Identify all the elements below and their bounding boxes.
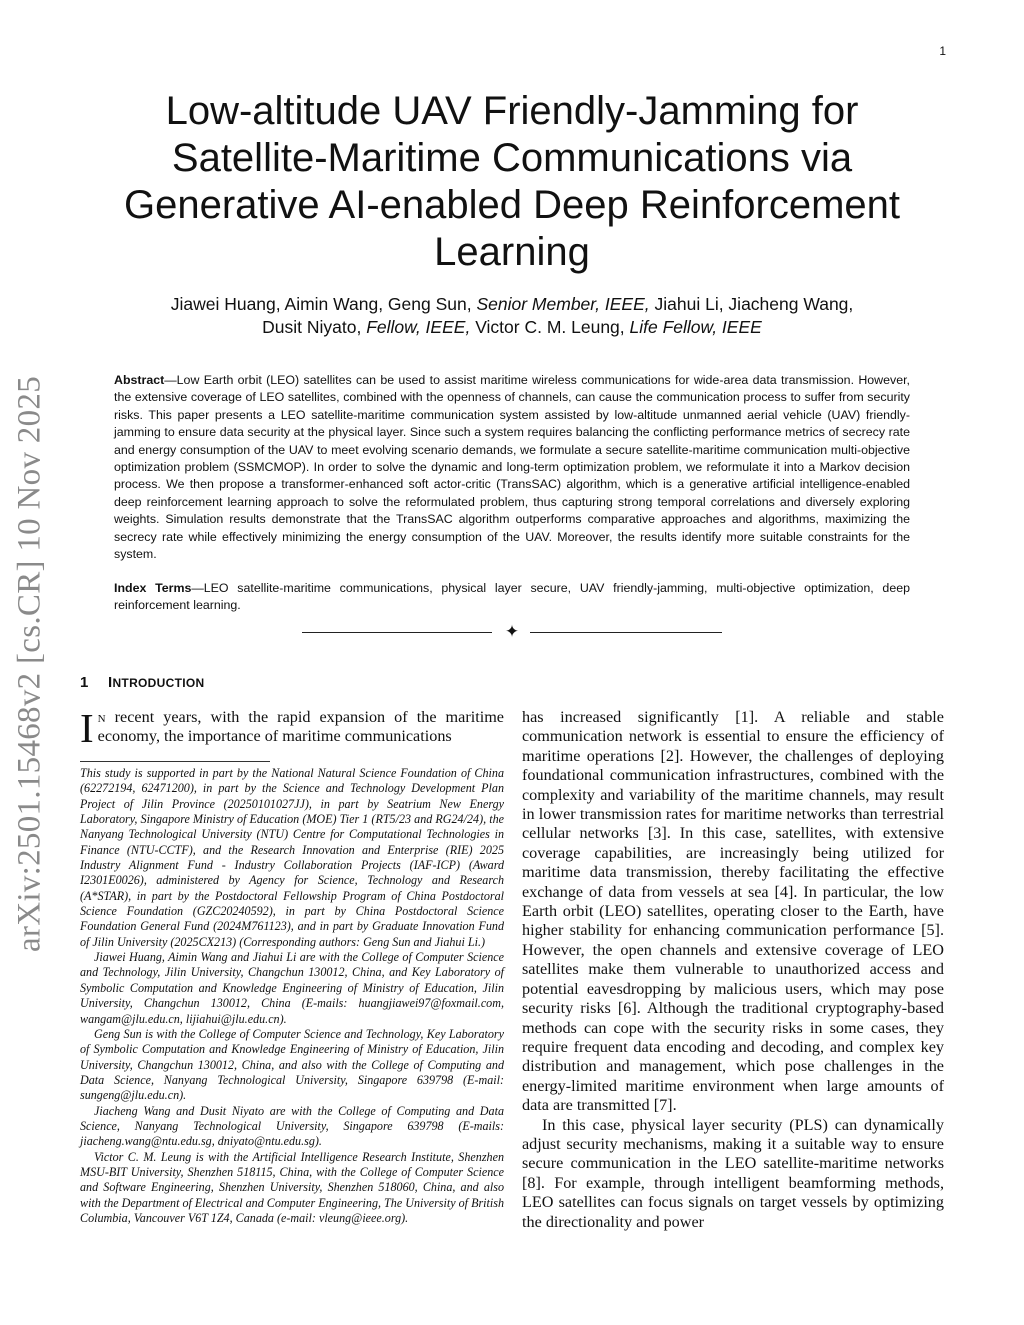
abstract-text: —Low Earth orbit (LEO) satellites can be used to assist maritime wireless communications for wide-area data transmission. However, the extensive coverage of LEO satellites, combined with the openness of channels, can cause the communication process to suffer from security risks. This paper presents a LEO satellite-maritime communication system assisted by low-altitude unmanned aerial vehicle (UAV) friendly-jamming to ensure data security at the physical layer. Since such a system requires balancing the conflicting performance metrics of secrecy rate and energy consumption of the UAV to meet evolving scenario demands, we formulate a secure satellite-maritime communication multi-objective optimization problem (SSMCMOP). In order to solve the dynamic and long-term optimization problem, we reformulate it into a Markov decision process. We then propose a transformer-enhanced soft actor-critic (TransSAC) algorithm, which is a generative artificial intelligence-enabled deep reinforcement learning approach to solve the reformulated problem, thus capturing strong temporal correlations and diversely exploring weights. Simulation results demonstrate that the TransSAC algorithm outperforms comparative approaches and algorithms, maximizing the secrecy rate while effectively minimizing the energy consumption of the UAV. Moreover, the results identify more suitable constraints for the system. (114, 373, 910, 562)
section-number: 1 (80, 674, 89, 691)
body-paragraph: In this case, physical layer security (PLS) can dynamically adjust security mechanisms, making it a suitable way to ensure secure communication in the LEO satellite-maritime networks [8]. For example, through intelligent beamforming methods, LEO satellites can focus signals on target vessels by optimizing the directionality and power (522, 1115, 944, 1231)
index-terms-text: —LEO satellite-maritime communications, physical layer secure, UAV friendly-jamming, multi-objective optimization, deep reinforcement learning. (114, 581, 910, 613)
authors-part: Victor C. M. Leung, (475, 317, 625, 337)
drop-cap: I (80, 705, 94, 751)
footnote-affiliation: Geng Sun is with the College of Computer Science and Technology, Key Laboratory of Symbolic Computation and Knowledge Engineering of Ministry of Education, Jilin University, Changchun 130012, China, and also with the College of Computing and Data Science, Nanyang Technological University, Singapore 639798 (E-mail: sungeng@jlu.edu.cn). (80, 1026, 504, 1103)
author-line (100, 293, 924, 316)
footnotes (80, 766, 504, 1226)
index-terms (114, 580, 910, 615)
separator-rule-left (302, 632, 492, 633)
intro-column-right (522, 708, 944, 1232)
title-line: Low-altitude UAV Friendly-Jamming for (165, 89, 859, 133)
section-title-rest: NTRODUCTION (112, 676, 205, 690)
title-line: Generative AI-enabled Deep Reinforcement (123, 183, 900, 227)
title-line: Satellite-Maritime Communications via (171, 136, 853, 180)
author-list (100, 293, 924, 339)
authors-part: Dusit Niyato, (262, 317, 362, 337)
footnote-funding: This study is supported in part by the National Natural Science Foundation of China (62272194, 62471200), in part by the Science and Technology Development Plan Project of Jilin Province (20250101027JJ), in part by Seatrium New Energy Laboratory, Singapore Ministry of Education (MOE) Tier 1 (RT5/23 and RG24/24), the Nanyang Technological University (NTU) Centre for Computational Technologies in Finance (NTU-CCTF), and the Research Innovation and Enterprise (RIE) 2025 Industry Alignment Fund - Industry Collaboration Projects (IAF-ICP) (Award I2301E0026), administered by Agency for Science, Technology and Research (A*STAR), in part by the Postdoctoral Fellowship Program of China Postdoctoral Science Foundation (GZC20240592), in part by China Postdoctoral Science Foundation General Fund (2024M761123), and in part by Graduate Innovation Fund of Jilin University (2025CX213) (Corresponding authors: Geng Sun and Jiahui Li.) (80, 766, 504, 949)
authors-membership: Life Fellow, IEEE (629, 317, 762, 337)
authors-part: Jiawei Huang, Aimin Wang, Geng Sun, (170, 294, 472, 314)
arxiv-identifier-text: arXiv:2501.15468v2 [cs.CR] 10 Nov 2025 (11, 375, 48, 953)
footnote-affiliation: Victor C. M. Leung is with the Artificial Intelligence Research Institute, Shenzhen MSU-BIT University, Shenzhen 518115, China, with the College of Computer Science and Software Engineering, Shenzhen University, Shenzhen 518060, China, and also with the Department of Electrical and Computer Engineering, The University of British Columbia, Vancouver V6T 1Z4, Canada (e-mail: vleung@ieee.org). (80, 1149, 504, 1225)
authors-membership: Fellow, IEEE, (366, 317, 471, 337)
authors-part: Jiahui Li, Jiacheng Wang, (654, 294, 854, 314)
author-line (100, 316, 924, 339)
paper-title (100, 88, 924, 276)
arxiv-identifier (8, 368, 52, 960)
page-number: 1 (939, 44, 946, 58)
footnote-rule (80, 761, 270, 762)
authors-membership: Senior Member, IEEE, (476, 294, 650, 314)
abstract (114, 372, 910, 563)
intro-smallcaps: n (97, 708, 106, 726)
separator-star-icon: ✦ (504, 622, 520, 642)
separator-rule-right (530, 632, 722, 633)
intro-paragraph-left (80, 705, 504, 751)
title-line: Learning (434, 230, 590, 274)
section-heading-introduction (80, 674, 204, 691)
footnote-affiliation: Jiacheng Wang and Dusit Niyato are with the College of Computing and Data Science, Nanyang Technological University, Singapore 639798 (E-mails: jiacheng.wang@ntu.edu.sg, dniyato@ntu.edu.sg). (80, 1103, 504, 1149)
abstract-label: Abstract (114, 373, 165, 387)
body-paragraph: has increased significantly [1]. A reliable and stable communication network is essential to ensure the efficiency of maritime operations [2]. However, the challenges of deploying foundational communication infrastructures, combined with the complexity and variability of the maritime channels, may result in lower transmission rates for maritime networks than terrestrial cellular networks [3]. In this case, satellites, with extensive coverage capabilities, are increasingly being utilized for maritime data transmission, thereby facilitating the effective exchange of data from vessels at sea [4]. In particular, the low Earth orbit (LEO) satellites, operating closer to the Earth, have higher stability for enhancing communication performance [5]. However, the open channels and extensive coverage of LEO satellites make them vulnerable to unauthorized access and potential eavesdropping by malicious users, which may pose security risks [6]. Although the traditional cryptography-based methods can cope with the security risks in some cases, they require frequent data encoding and decoding, and complex key distribution and management, which pose challenges in the energy-limited maritime environment when large amounts of data are transmitted [7]. (522, 708, 944, 1115)
index-terms-label: Index Terms (114, 581, 192, 595)
section-title-initial: I (108, 674, 113, 691)
footnote-affiliation: Jiawei Huang, Aimin Wang and Jiahui Li are with the College of Computer Science and Technology, Jilin University, Changchun 130012, China, and Key Laboratory of Symbolic Computation and Knowledge Engineering of Ministry of Education, Jilin University, Changchun 130012, China (E-mails: huangjiawei97@foxmail.com, wangam@jlu.edu.cn, lijiahui@jlu.edu.cn). (80, 950, 504, 1026)
intro-text: recent years, with the rapid expansion of the maritime economy, the importance of maritime communications (97, 708, 504, 746)
